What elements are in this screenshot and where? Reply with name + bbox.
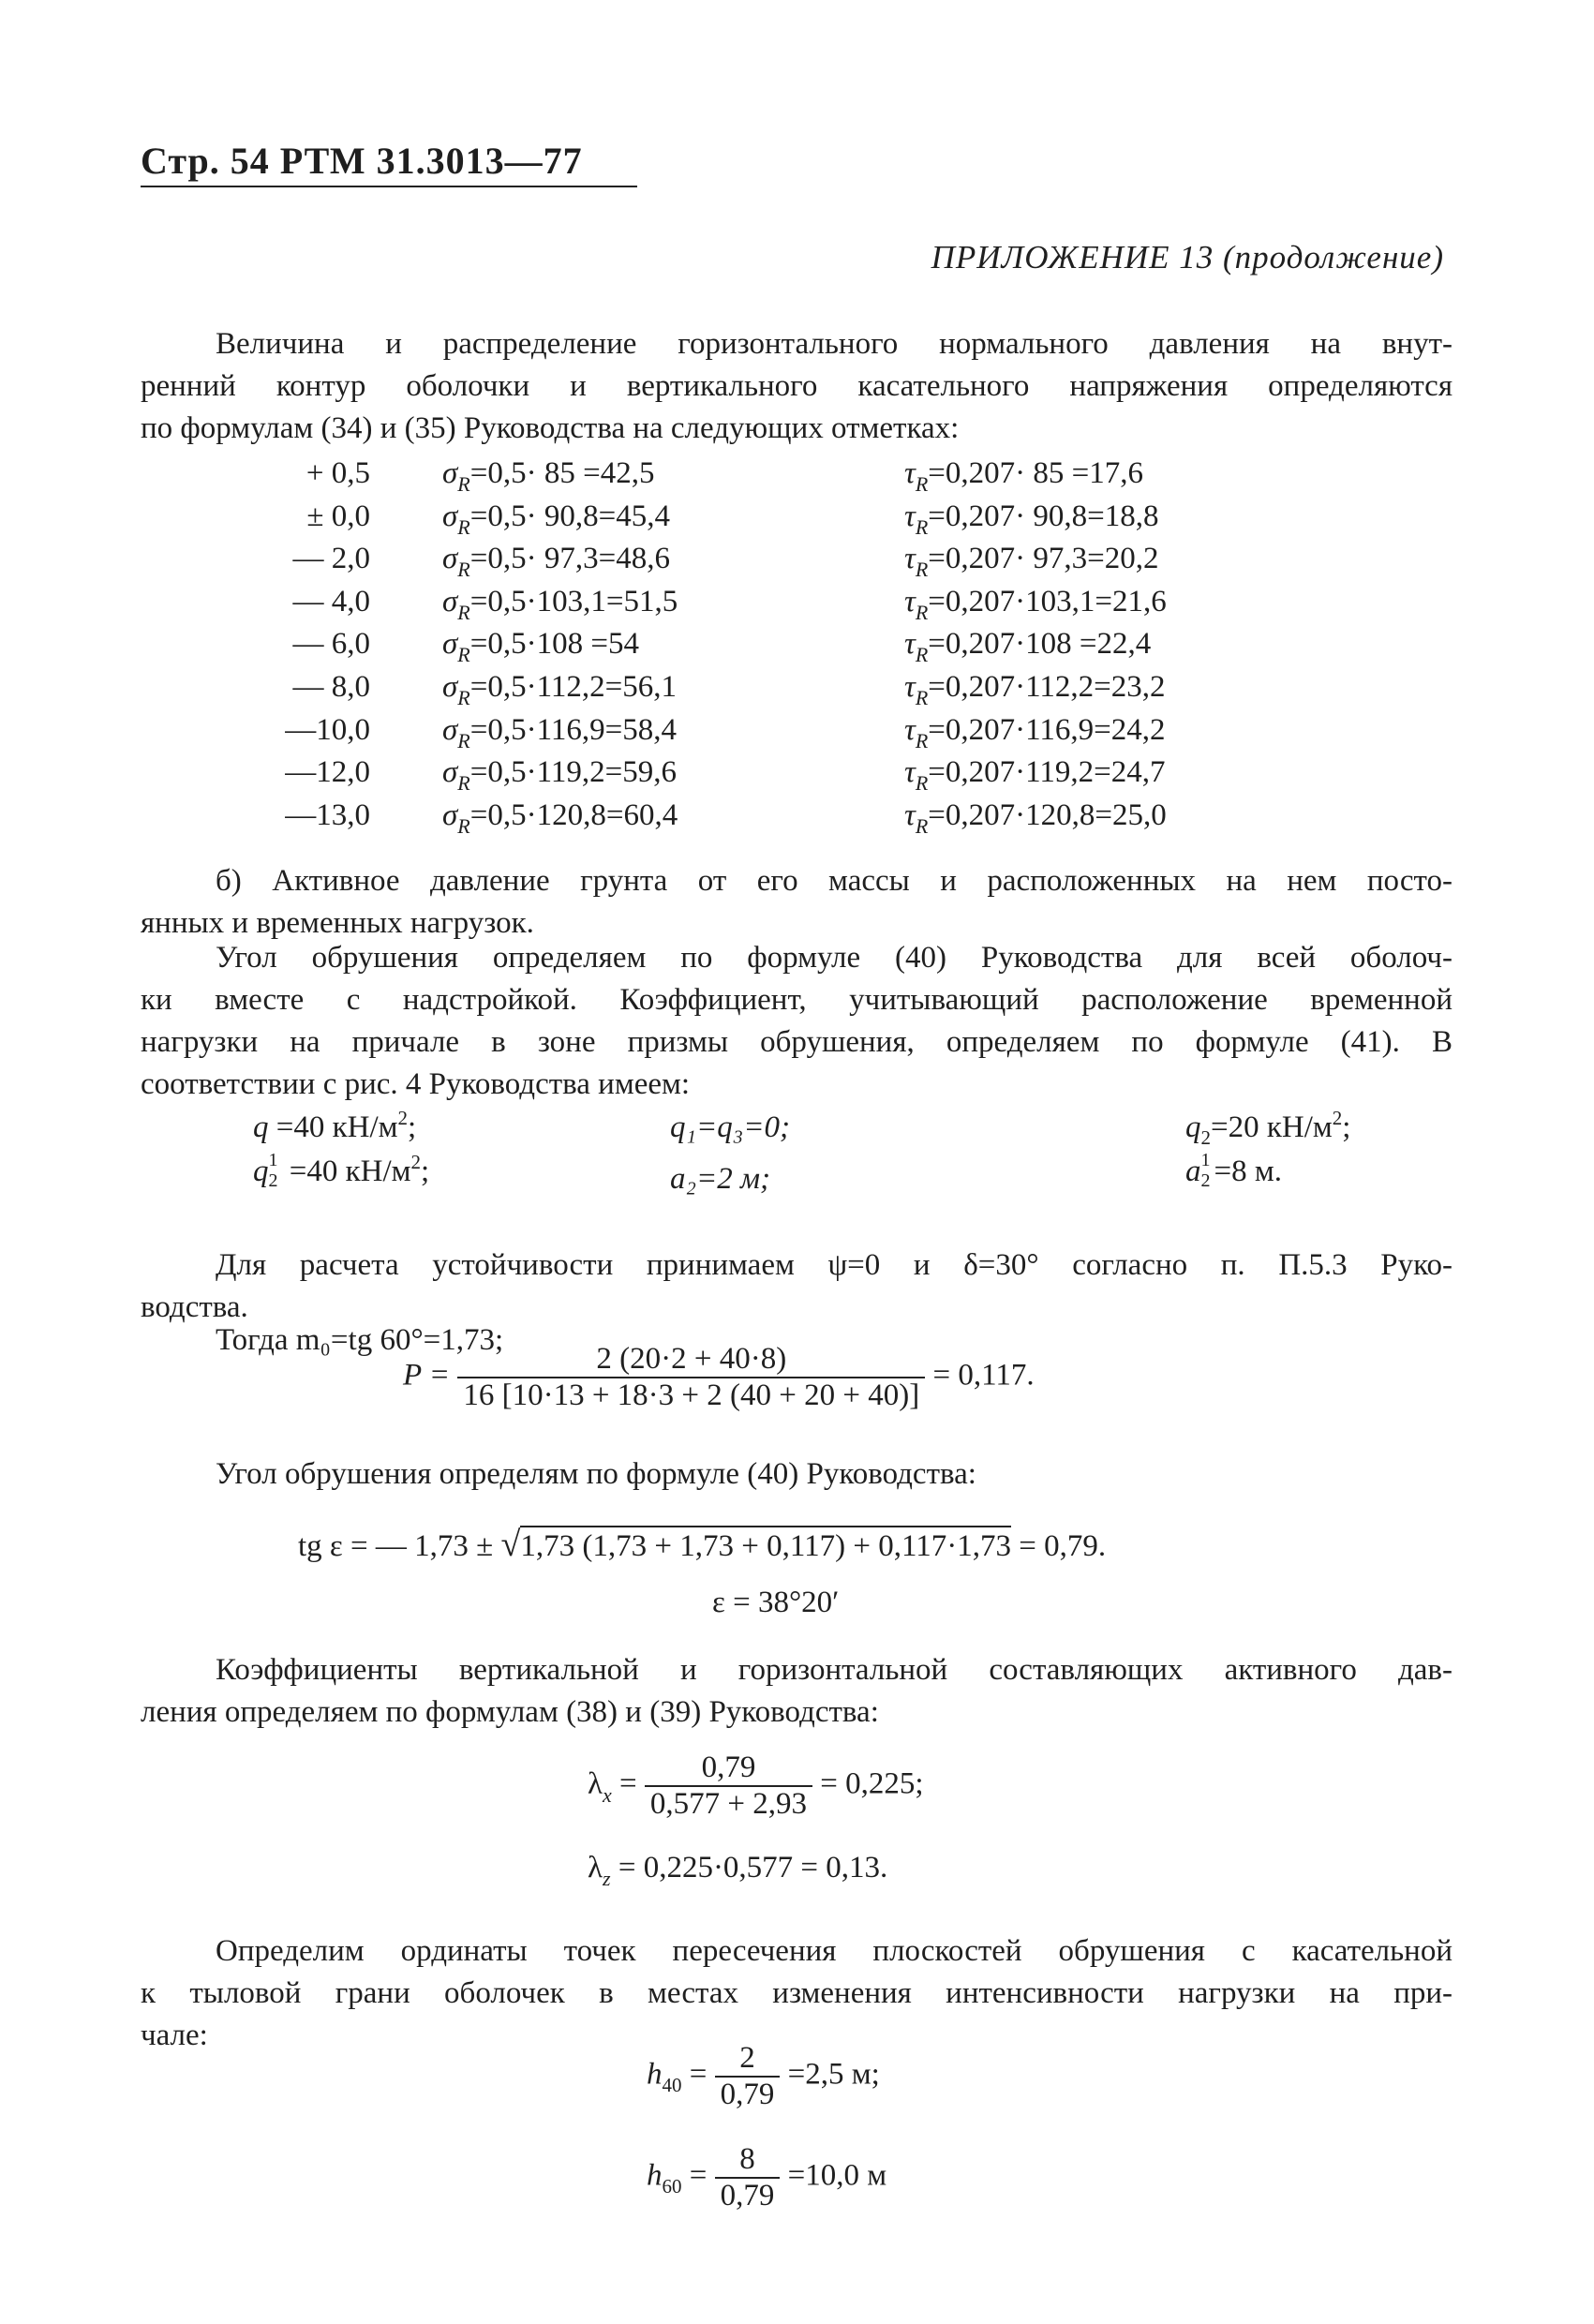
section-b-paragraph (141, 860, 1452, 945)
table-sigma-cell: $\sigma_R=0,5\cdot 103,1=51,5$ (442, 585, 678, 624)
table-tau-cell: $\tau_R=0,207\cdot 97,3=20,2$ (904, 542, 1159, 581)
table-level-cell: — 2,0 (292, 542, 370, 575)
text-line: Величина и распределение горизонтального нормального давления на внут- (216, 327, 1452, 361)
load-q2-1: q 1 2 =40 $кН/м^2$; (253, 1150, 430, 1192)
table-level-cell: — 4,0 (292, 585, 370, 618)
table-sigma-cell: $\sigma_R=0,5\cdot 119,2=59,6$ (442, 755, 677, 795)
h40-formula: $h_{40}$ = $\frac{2}{0,79}$ =2,5 м; (647, 2041, 880, 2111)
text-line: Коэффициенты вертикальной и горизонтальной составляющих активного дав- (216, 1653, 1452, 1687)
text-line: по формулам (34) и (35) Руководства на следующих отметках: (141, 411, 960, 445)
table-tau-cell: $\tau_R=0,207\cdot 116,9=24,2$ (904, 713, 1166, 752)
table-level-cell: ± 0,0 (306, 499, 370, 533)
load-q1-q3: q₁=q₃=0; (670, 1110, 790, 1144)
ordinates-paragraph (141, 1930, 1452, 2057)
p-formula: P = $\frac{2 (20\cdot 2 + 40\cdot 8)}{16 [10\cdot 13 + 18\cdot 3 + 2 (40 + 20 + 40)]}$ = 0,117. (403, 1342, 1035, 1412)
table-tau-cell: $\tau_R=0,207\cdot 103,1=21,6$ (904, 585, 1167, 624)
coefficients-paragraph (141, 1649, 1452, 1734)
text-line: ления определяем по формулам (38) и (39) Руководства: (141, 1695, 879, 1729)
header-underline (141, 186, 637, 187)
table-sigma-cell: $\sigma_R=0,5\cdot 112,2=56,1$ (442, 670, 677, 709)
table-level-cell: —12,0 (285, 755, 370, 789)
text-line: водства. (141, 1290, 248, 1324)
text-line: б) Активное давление грунта от его массы и расположенных на нем посто- (216, 864, 1452, 898)
text-line: Определим ординаты точек пересечения плоскостей обрушения с касательной (216, 1934, 1452, 1968)
load-a2-1: a 1 2 =8 м. (1185, 1150, 1282, 1192)
text-line: Для расчета устойчивости принимаем ψ=0 и δ=30° согласно п. П.5.3 Руко- (216, 1248, 1452, 1282)
text-line: янных и временных нагрузок. (141, 906, 534, 940)
text-line: Угол обрушения определяем по формуле (40) Руководства для всей оболоч- (216, 941, 1452, 975)
table-tau-cell: $\tau_R=0,207\cdot 119,2=24,7$ (904, 755, 1166, 795)
angle-paragraph (141, 937, 1452, 1106)
table-tau-cell: $\tau_R=0,207\cdot 120,8=25,0$ (904, 798, 1167, 838)
then-line: Тогда m₀=tg 60°=1,73; (216, 1323, 504, 1357)
stability-paragraph (141, 1244, 1452, 1329)
table-level-cell: —10,0 (285, 713, 370, 747)
table-tau-cell: $\tau_R=0,207\cdot 112,2=23,2$ (904, 670, 1166, 709)
table-sigma-cell: $\sigma_R=0,5\cdot 85 =42,5$ (442, 456, 655, 496)
tg-formula: tg ε = — 1,73 ± √1,73 (1,73 + 1,73 + 0,117) + 0,117·1,73 = 0,79. (298, 1525, 1107, 1564)
lambda-x-formula: $\lambda_x$ = $\frac{0,79}{0,577 + 2,93}$ = 0,225; (588, 1750, 924, 1821)
table-level-cell: — 8,0 (292, 670, 370, 704)
lambda-z-formula: $\lambda_z = 0,225\cdot 0,577 = 0,13$. (588, 1851, 888, 1890)
text-line: ренний контур оболочки и вертикального касательного напряжения определяются (141, 369, 1452, 403)
load-a2: a₂=2 м; (670, 1162, 771, 1196)
table-sigma-cell: $\sigma_R=0,5\cdot 120,8=60,4$ (442, 798, 678, 838)
appendix-title: ПРИЛОЖЕНИЕ 13 (продолжение) (931, 239, 1444, 276)
text-line: к тыловой грани оболочек в местах изменения интенсивности нагрузки на при- (141, 1976, 1452, 2010)
table-sigma-cell: $\sigma_R=0,5\cdot 108 =54$ (442, 627, 639, 666)
table-sigma-cell: $\sigma_R=0,5\cdot 97,3=48,6$ (442, 542, 670, 581)
page-header: Стр. 54 РТМ 31.3013—77 (141, 140, 583, 182)
fraction-denominator: 16 [10·13 + 18·3 + 2 (40 + 20 + 40)] (463, 1378, 920, 1412)
table-sigma-cell: $\sigma_R=0,5\cdot 116,9=58,4$ (442, 713, 677, 752)
load-q2: $q_2=20$ $кН/м^2$; (1185, 1107, 1351, 1149)
angle-definition: Угол обрушения определям по формуле (40) Руководства: (216, 1457, 976, 1491)
fraction-numerator: 2 (20·2 + 40·8) (457, 1342, 925, 1378)
table-level-cell: —13,0 (285, 798, 370, 832)
load-q: q =40 $кН/м^2$; (253, 1107, 417, 1144)
table-sigma-cell: $\sigma_R=0,5\cdot 90,8=45,4$ (442, 499, 670, 539)
table-tau-cell: $\tau_R=0,207\cdot 90,8=18,8$ (904, 499, 1159, 539)
h60-formula: $h_{60}$ = $\frac{8}{0,79}$ =10,0 м (647, 2142, 887, 2212)
epsilon-result: ε = 38°20′ (712, 1586, 840, 1619)
text-line: чале: (141, 2019, 208, 2052)
text-line: нагрузки на причале в зоне призмы обрушения, определяем по формуле (41). В (141, 1025, 1452, 1059)
table-level-cell: + 0,5 (305, 456, 370, 490)
table-tau-cell: $\tau_R=0,207\cdot 85 =17,6$ (904, 456, 1143, 496)
text-line: соответствии с рис. 4 Руководства имеем: (141, 1067, 691, 1101)
sqrt-radicand: 1,73 (1,73 + 1,73 + 0,117) + 0,117·1,73 (520, 1526, 1011, 1563)
table-level-cell: — 6,0 (292, 627, 370, 661)
intro-paragraph (141, 323, 1452, 450)
table-tau-cell: $\tau_R=0,207\cdot 108 =22,4$ (904, 627, 1152, 666)
text-line: ки вместе с надстройкой. Коэффициент, учитывающий расположение временной (141, 983, 1452, 1017)
